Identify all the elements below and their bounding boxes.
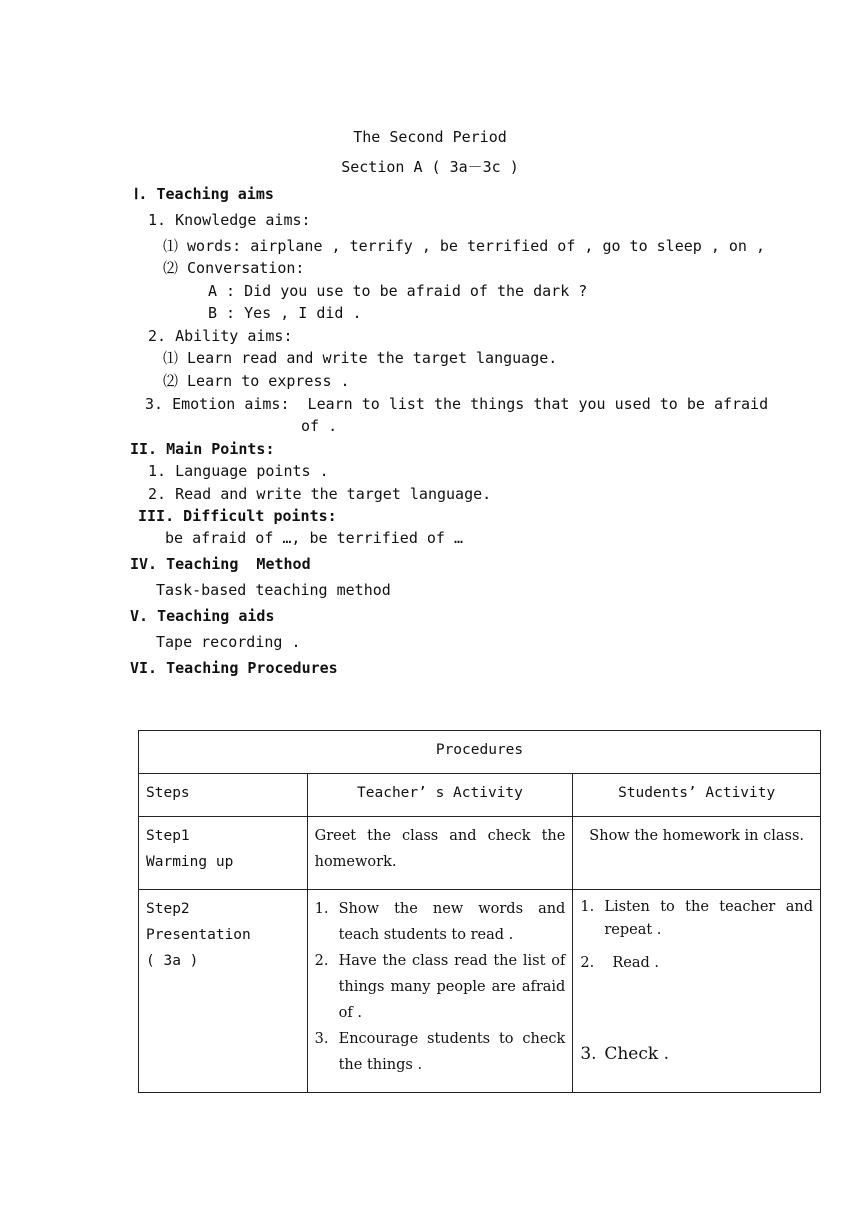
difficult-points-text: be afraid of …, be terrified of … [165,529,464,547]
table-row [139,890,821,1093]
list-item: 1. Show the new words and teach students to read . [314,901,566,943]
main-point-2: 2. Read and write the target language. [148,485,492,503]
students-activity-cell [573,890,821,1093]
table-row [139,817,821,890]
header-students-activity: Students’ Activity [573,774,821,817]
list-item: 2. Read . [580,955,659,971]
ability-aims: 2. Ability aims: [148,327,293,345]
knowledge-aims: 1. Knowledge aims: [148,211,311,229]
list-item: 1. Listen to the teacher and repeat . [580,899,813,938]
step-cell [139,890,308,1093]
emotion-aims: 3. Emotion aims: Learn to list the things that you used to be afraid [145,395,769,413]
main-point-1: 1. Language points . [148,462,329,480]
procedures-title: Procedures [139,731,821,774]
students-activity-cell: Show the homework in class. [573,817,821,890]
heading-teaching-method: IV. Teaching Method [130,555,311,573]
step-number: Step1 [146,828,190,844]
conversation-b: B : Yes , I did . [208,304,362,322]
heading-teaching-aims: Ⅰ. Teaching aims [134,185,274,203]
heading-main-points: II. Main Points: [130,440,275,458]
knowledge-conversation: ⑵ Conversation: [163,259,305,277]
section-subtitle: Section A ( 3a－3c ) [341,158,519,176]
knowledge-words: ⑴ words: airplane , terrify , be terrified of , go to sleep , on , [163,237,765,255]
conversation-a: A : Did you use to be afraid of the dark ? [208,282,588,300]
step-name: Warming up [146,854,234,870]
step-cell [139,817,308,890]
ability-aim-2: ⑵ Learn to express . [163,372,350,390]
teaching-method-text: Task-based teaching method [156,581,391,599]
step-name: Presentation [146,927,251,943]
teacher-activity-cell: Greet the class and check the homework. [307,817,573,890]
ability-aim-1: ⑴ Learn read and write the target language. [163,349,558,367]
teacher-activity-cell [307,890,573,1093]
heading-difficult-points: III. Difficult points: [138,507,337,525]
step-number: Step2 [146,901,190,917]
list-item: 3. Check . [580,1044,669,1064]
heading-teaching-procedures: VI. Teaching Procedures [130,659,338,677]
header-steps: Steps [139,774,308,817]
document-title: The Second Period [353,128,507,146]
emotion-aims-continued: of . [301,417,338,435]
header-teacher-activity: Teacher’ s Activity [307,774,573,817]
step-reference: ( 3a ) [146,953,199,969]
list-item: 3. Encourage students to check the things . [314,1031,566,1073]
list-item: 2. Have the class read the list of things many people are afraid of . [314,953,566,1021]
procedures-table [138,730,821,1093]
teaching-aids-text: Tape recording . [156,633,301,651]
heading-teaching-aids: V. Teaching aids [130,607,275,625]
